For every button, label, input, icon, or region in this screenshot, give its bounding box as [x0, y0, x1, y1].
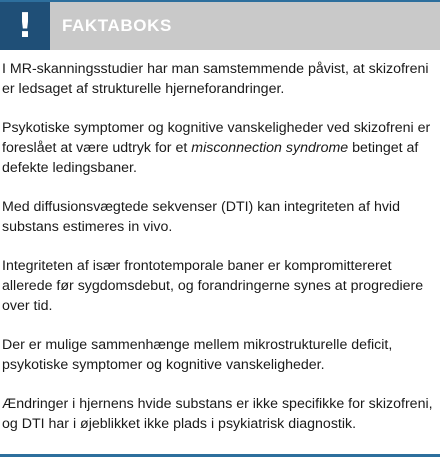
fact-box-content: [0, 59, 436, 453]
fact-box-header: [0, 0, 440, 50]
exclamation-glyph: !: [17, 6, 33, 46]
fact-paragraph-2-before: Psykotiske symptomer og kognitive vanskeligheder ved skizofreni er foreslået at være udtryk for et: [2, 120, 431, 156]
bottom-rule: [0, 454, 440, 457]
fact-paragraph-3: Med diffusionsvægtede sekvenser (DTI) kan integriteten af hvid substans estimeres in vivo.: [2, 199, 400, 235]
exclamation-icon: [0, 2, 50, 50]
fact-paragraph-6: Ændringer i hjernens hvide substans er ikke specifikke for skizofreni, og DTI har i øjeblikket ikke plads i psykiatrisk diagnostik.: [2, 396, 433, 432]
fact-box-title: FAKTABOKS: [62, 16, 172, 35]
fact-paragraph-2-after: betinget af defekte ledingsbaner.: [2, 140, 419, 176]
fact-paragraph-2-emphasis: misconnection syndrome: [191, 140, 349, 156]
fact-paragraph-1: I MR-skanningsstudier har man samstemmende påvist, at skizofreni er ledsaget af strukturelle hjerneforandringer.: [2, 61, 429, 97]
fact-paragraph-2: [2, 118, 436, 178]
fact-paragraph-5: Der er mulige sammenhænge mellem mikrostrukturelle deficit, psykotiske symptomer og kognitive vanskeligheder.: [2, 337, 393, 373]
fact-paragraph-4: Integriteten af især frontotemporale baner er kompromittereret allerede før sygdomsdebut, og forandringerne synes at progrediere over tid.: [2, 258, 424, 314]
